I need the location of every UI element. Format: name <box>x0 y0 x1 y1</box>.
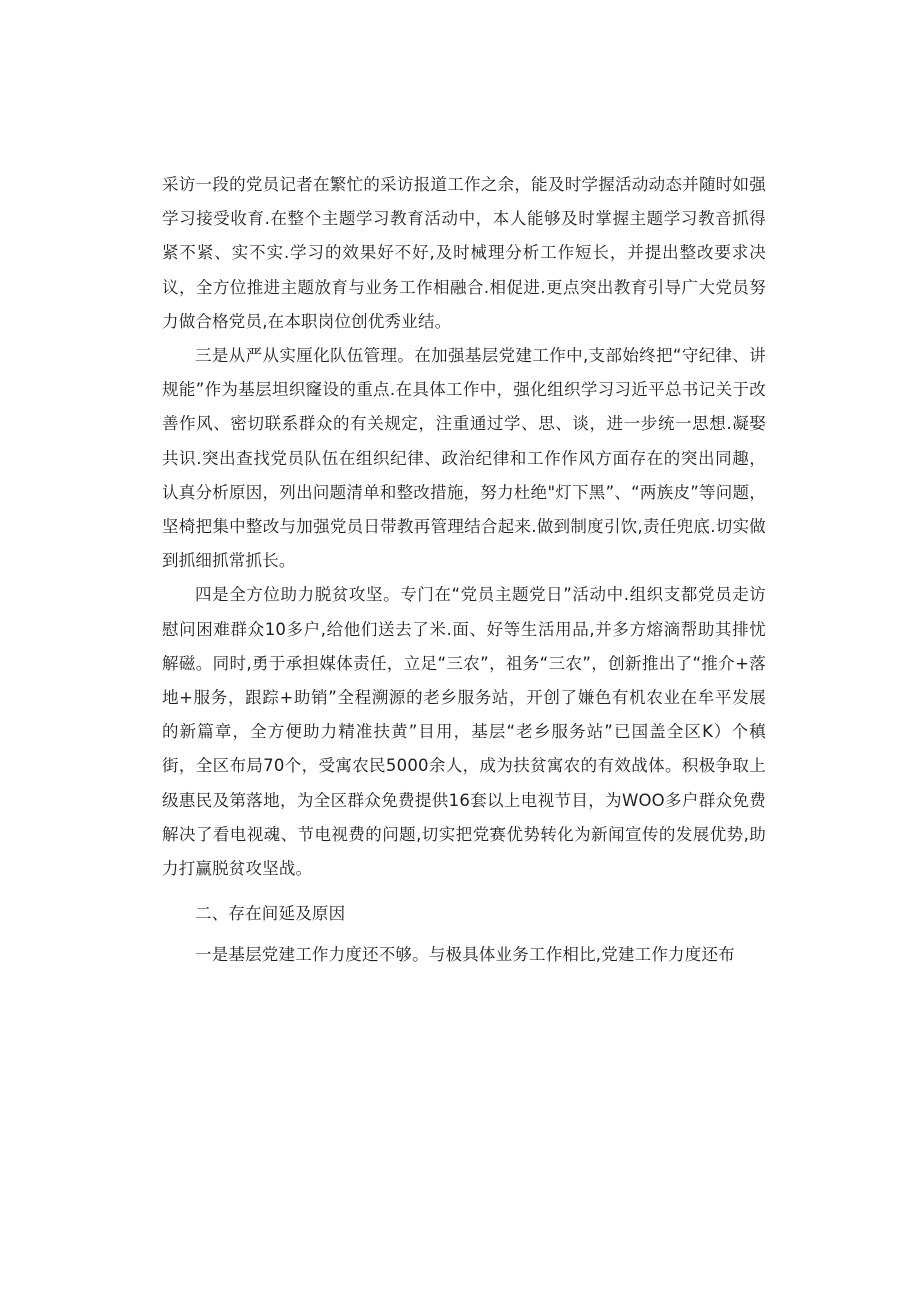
paragraph-team-management: 三是从严从实厘化队伍管理。在加强基层党建工作中,支部始终把“守纪律、讲规能”作为基层坦织窿设的重点.在具体工作中，强化组织学习习近平总书记关于改善作风、密切联系群众的有关规定，注重通过学、思、谈，进一步统一思想.凝娶共识.突出查找党员队伍在组织纪律、政治纪律和工作作风方面存在的突出同趣，认真分析原因，列出问题清单和整改措施，努力杜绝"灯下黑”、“两族皮”等问题，坚椅把集中整改与加强党员日带教再管理结合起来.做到制度引饮,责任兜底.切实做到抓细抓常抓长。 <box>162 346 766 571</box>
paragraph-party-reporters-study: 采访一段的党员记者在繁忙的采访报道工作之余，能及时学握活动动态并随时如强学习接受收育.在整个主题学习教育活动中，本人能够及时掌握主题学习教音抓得紧不紧、实不实.学习的效果好不好,及时械理分析工作短长，并提出整改要求决议，全方位推进主题放育与业务工作相融合.相促进.更点突出教育引导广大党员努力做合格党员,在本职岗位创优秀业结。 <box>162 175 766 331</box>
section-heading-problems-and-causes: 二、存在间延及原因 <box>195 904 346 924</box>
paragraph-poverty-alleviation: 四是全方位助力脱贫攻坚。专门在“党员主题党日”活动中.组织支都党员走访慰问困难群众10多户,给他们送去了米.面、好等生活用品,并多方熔滴帮助其排忧解磁。同时,勇于承担媒体责任，立足“三农”，祖务“三农”，创新推出了“推介+落地+服务，跟踪+助销”全程溯源的老乡服务站，开创了嫌色有机农业在牟平发展的新篇章，全方便助力精准扶黄”目用，基层“老乡服务站”已国盖全区K）个稹街，全区布局70个，受寓农民5000余人，成为扶贫寓农的有效战体。积极争取上级惠民及第落地，为全区群众免费提供16套以上电视节目，为WOO多户群众免费解决了看电视魂、节电视费的问题,切实把党赛优势转化为新闻宣传的发展优势,助力打赢脱贫攻坚战。 <box>162 585 766 879</box>
document-body <box>162 168 766 973</box>
paragraph-party-building-effort: 一是基层党建工作力度还不够。与极具体业务工作相比,党建工作力度还布 <box>195 945 735 965</box>
